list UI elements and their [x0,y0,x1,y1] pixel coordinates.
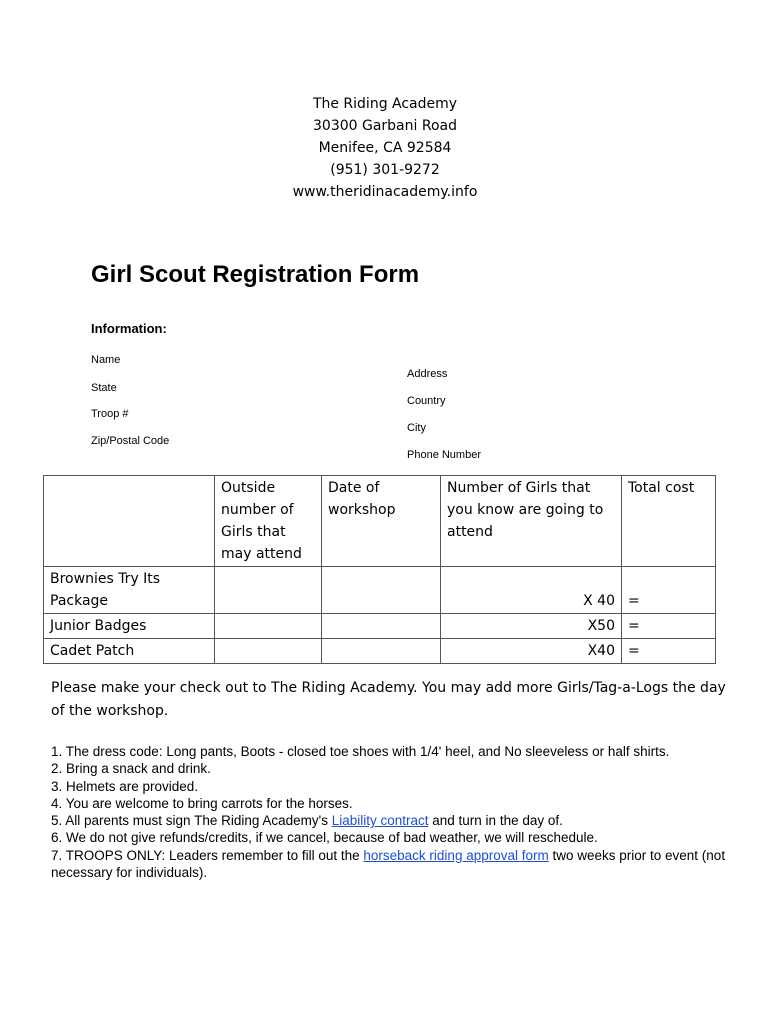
country-field-label[interactable]: Country [407,395,446,407]
rule-refunds: 6. We do not give refunds/credits, if we cancel, because of bad weather, we will reschedule. [51,830,598,846]
girls-count-cell[interactable]: X40 [441,639,622,664]
row-label: Junior Badges [44,614,215,639]
rule-liability-text: 5. All parents must sign The Riding Academy's [51,813,332,829]
rule-dress-code: 1. The dress code: Long pants, Boots - closed toe shoes with 1/4' heel, and No sleeveless or half shirts. [51,744,670,759]
rule-snack: 2. Bring a snack and drink. [51,761,211,777]
zip-field-label[interactable]: Zip/Postal Code [91,435,170,447]
rules-list [51,743,741,881]
information-label: Information: [91,321,167,336]
table-header-blank [44,476,215,567]
registration-table [43,475,716,664]
date-cell[interactable] [322,639,441,664]
rule-troops-text-end: two weeks prior to event (not necessary for individuals). [51,847,726,881]
table-row [44,614,716,639]
table-row [44,639,716,664]
academy-name: The Riding Academy [312,96,458,112]
phone-field-label[interactable]: Phone Number [407,449,481,461]
table-row [44,567,716,614]
table-header-total-cost: Total cost [622,476,716,567]
table-header-girls-count: Number of Girls that you know are going to attend [441,476,622,567]
form-title: Girl Scout Registration Form [91,261,420,288]
rule-carrots: 4. You are welcome to bring carrots for the horses. [51,795,353,811]
liability-contract-link[interactable]: Liability contract [331,813,429,829]
girls-count-cell[interactable]: X 40 [441,567,622,614]
troop-field-label[interactable]: Troop # [91,408,129,420]
outside-number-cell[interactable] [215,567,322,614]
total-cost-cell[interactable]: = [622,567,716,614]
row-label: Brownies Try Its Package [44,567,215,614]
girls-count-cell[interactable]: X50 [441,614,622,639]
academy-phone: (951) 301-9272 [330,162,440,178]
rule-troops [51,847,741,882]
total-cost-cell[interactable]: = [622,614,716,639]
academy-city-state: Menifee, CA 92584 [318,140,452,156]
state-field-label[interactable]: State [91,382,117,394]
row-label: Cadet Patch [44,639,215,664]
date-cell[interactable] [322,567,441,614]
address-field-label[interactable]: Address [407,368,448,380]
rule-liability-text-end: and turn in the day of. [428,813,563,829]
city-field-label[interactable]: City [407,422,426,434]
approval-form-link[interactable]: horseback riding approval form [363,847,549,863]
academy-header [0,93,770,203]
date-cell[interactable] [322,614,441,639]
academy-website: www.theridinacademy.info [292,184,478,200]
outside-number-cell[interactable] [215,614,322,639]
total-cost-cell[interactable]: = [622,639,716,664]
academy-street: 30300 Garbani Road [313,118,457,134]
table-header-outside-number: Outside number of Girls that may attend [215,476,322,567]
table-header-row [44,476,716,567]
outside-number-cell[interactable] [215,639,322,664]
rule-liability [51,812,741,829]
rule-troops-text: 7. TROOPS ONLY: Leaders remember to fill out the [51,847,364,863]
table-header-date: Date of workshop [322,476,441,567]
check-payment-note: Please make your check out to The Riding Academy. You may add more Girls/Tag-a-Logs the day of the workshop. [51,680,726,719]
rule-helmets: 3. Helmets are provided. [51,778,199,794]
name-field-label[interactable]: Name [91,354,121,366]
